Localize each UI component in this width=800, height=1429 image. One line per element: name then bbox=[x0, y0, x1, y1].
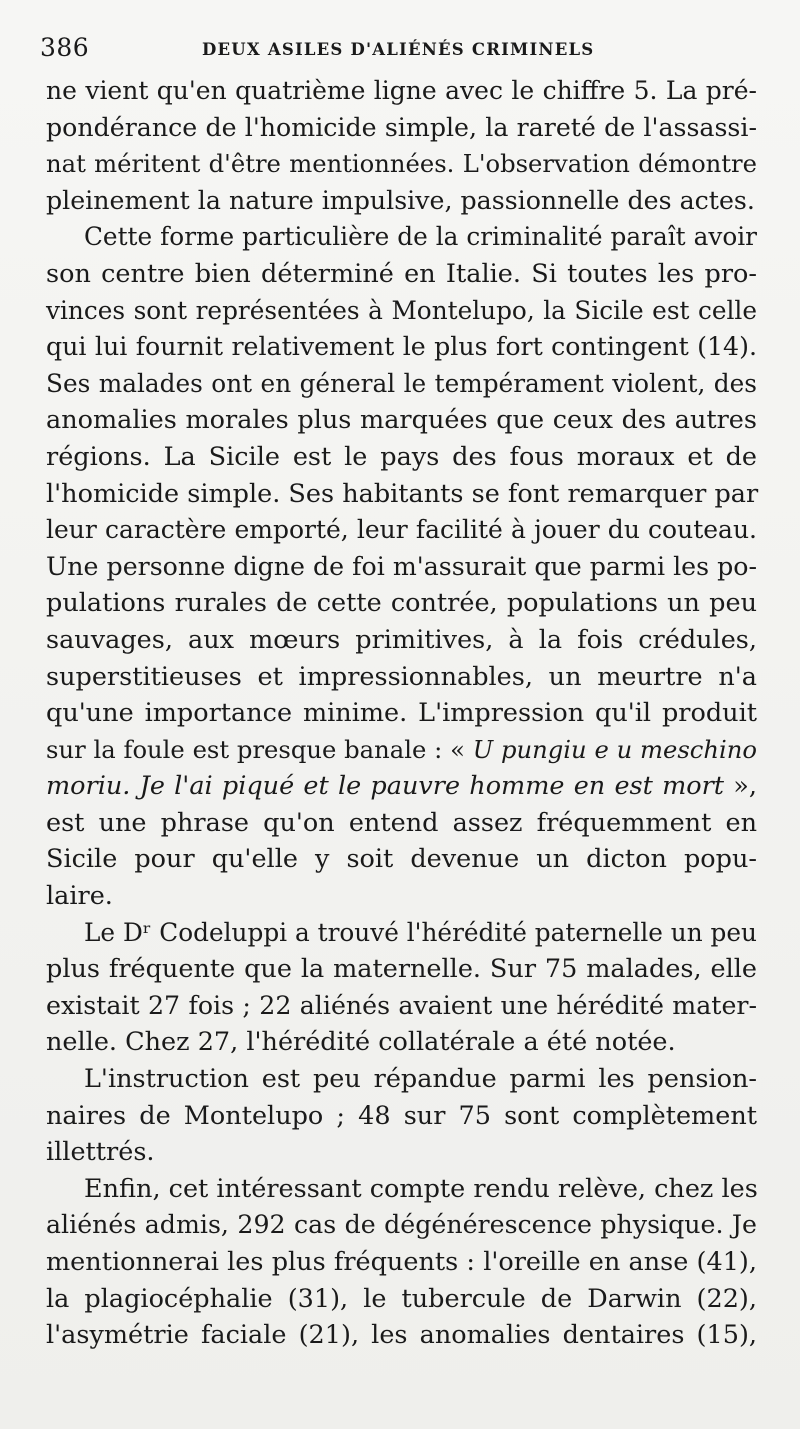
text-line-content: l'homicide simple. Ses habitants se font remarquer par bbox=[46, 478, 759, 509]
running-title: DEUX ASILES D'ALIÉNÉS CRIMINELS bbox=[202, 40, 595, 59]
text-line bbox=[46, 293, 757, 330]
text-line bbox=[46, 585, 757, 622]
text-line-content: régions. La Sicile est le pays des fous moraux et de bbox=[46, 441, 757, 472]
body-text bbox=[46, 73, 757, 1354]
text-line-content: vinces sont représentées à Montelupo, la Sicile est celle bbox=[46, 295, 757, 325]
text-line-content: est une phrase qu'on entend assez fréquemment en bbox=[46, 807, 757, 838]
text-line bbox=[46, 841, 757, 878]
text-line bbox=[46, 1244, 757, 1281]
text-line bbox=[46, 732, 757, 769]
text-line-content: pulations rurales de cette contrée, populations un peu bbox=[46, 588, 757, 619]
text-line bbox=[46, 366, 757, 403]
text-line bbox=[46, 329, 757, 366]
page-number: 386 bbox=[40, 33, 90, 62]
text-line-content: qui lui fournit relativement le plus fort contingent (14). bbox=[46, 332, 757, 362]
text-line bbox=[46, 1024, 757, 1061]
text-line-content: laire. bbox=[46, 881, 113, 912]
text-line-content: Sicile pour qu'elle y soit devenue un dicton popu- bbox=[46, 844, 757, 875]
text-line bbox=[46, 768, 757, 805]
text-line-content: l'asymétrie faciale (21), les anomalies dentaires (15), bbox=[46, 1320, 757, 1351]
italic-quote: U pungiu e u meschino bbox=[472, 734, 757, 764]
text-line-content: Enfin, cet intéressant compte rendu relève, chez les bbox=[84, 1173, 758, 1204]
text-line-content: Le Dʳ Codeluppi a trouvé l'hérédité paternelle un peu bbox=[84, 917, 757, 947]
text-line-content: superstitieuses et impressionnables, un meurtre n'a bbox=[46, 661, 757, 692]
page-header bbox=[40, 33, 760, 65]
text-line-content: Une personne digne de foi m'assurait que parmi les po- bbox=[46, 551, 757, 581]
text-line bbox=[46, 73, 757, 110]
text-line bbox=[46, 622, 757, 659]
text-line bbox=[46, 695, 757, 732]
text-line-content: leur caractère emporté, leur facilité à jouer du couteau. bbox=[46, 515, 757, 545]
text-line-content: aliénés admis, 292 cas de dégénérescence physique. Je bbox=[46, 1210, 757, 1240]
text-line bbox=[46, 1061, 757, 1098]
text-line-tail: », bbox=[724, 771, 757, 802]
text-line bbox=[46, 512, 757, 549]
text-line-content: nelle. Chez 27, l'hérédité collatérale a été notée. bbox=[46, 1027, 676, 1058]
text-line-content: pondérance de l'homicide simple, la rareté de l'assassi- bbox=[46, 112, 757, 142]
text-line bbox=[46, 1134, 757, 1171]
text-line-content: naires de Montelupo ; 48 sur 75 sont complètement bbox=[46, 1100, 757, 1131]
text-line-content: mentionnerai les plus fréquents : l'oreille en anse (41), bbox=[46, 1247, 757, 1277]
text-line bbox=[46, 110, 757, 147]
text-line-content: son centre bien déterminé en Italie. Si toutes les pro- bbox=[46, 258, 757, 289]
text-line-content: anomalies morales plus marquées que ceux des autres bbox=[46, 405, 757, 436]
text-line-content: nat méritent d'être mentionnées. L'observation démontre bbox=[46, 149, 757, 179]
text-line bbox=[46, 659, 757, 696]
text-line-content: qu'une importance minime. L'impression qu'il produit bbox=[46, 698, 757, 729]
text-line bbox=[46, 988, 757, 1025]
text-line bbox=[46, 915, 757, 952]
text-line-content: L'instruction est peu répandue parmi les pension- bbox=[84, 1064, 757, 1095]
text-line bbox=[46, 805, 757, 842]
text-line bbox=[46, 146, 757, 183]
text-line-content: plus fréquente que la maternelle. Sur 75 malades, elle bbox=[46, 954, 757, 985]
text-line bbox=[46, 439, 757, 476]
text-line-content: pleinement la nature impulsive, passionnelle des actes. bbox=[46, 185, 755, 215]
text-line bbox=[46, 1098, 757, 1135]
text-line-content: illettrés. bbox=[46, 1137, 155, 1168]
text-line-content: la plagiocéphalie (31), le tubercule de Darwin (22), bbox=[46, 1283, 757, 1314]
italic-quote: moriu. Je l'ai piqué et le pauvre homme en est mort bbox=[46, 771, 725, 802]
text-line-content: ne vient qu'en quatrième ligne avec le chiffre 5. La pré- bbox=[46, 76, 757, 105]
text-line bbox=[46, 183, 757, 220]
text-line-content: Ses malades ont en géneral le tempérament violent, des bbox=[46, 368, 757, 398]
text-line bbox=[46, 402, 757, 439]
text-line bbox=[46, 951, 757, 988]
text-line bbox=[46, 476, 757, 513]
text-line-content: existait 27 fois ; 22 aliénés avaient une hérédité mater- bbox=[46, 990, 757, 1020]
text-line-content: sauvages, aux mœurs primitives, à la fois crédules, bbox=[46, 624, 757, 655]
text-line bbox=[46, 549, 757, 586]
text-line bbox=[46, 1207, 757, 1244]
text-line bbox=[46, 256, 757, 293]
text-line bbox=[46, 1281, 757, 1318]
text-line bbox=[46, 1317, 757, 1354]
text-line-content: sur la foule est presque banale : « bbox=[46, 734, 473, 764]
text-line bbox=[46, 1171, 757, 1208]
text-line bbox=[46, 219, 757, 256]
text-line bbox=[46, 878, 757, 915]
text-line-content: Cette forme particulière de la criminalité paraît avoir bbox=[84, 222, 757, 252]
